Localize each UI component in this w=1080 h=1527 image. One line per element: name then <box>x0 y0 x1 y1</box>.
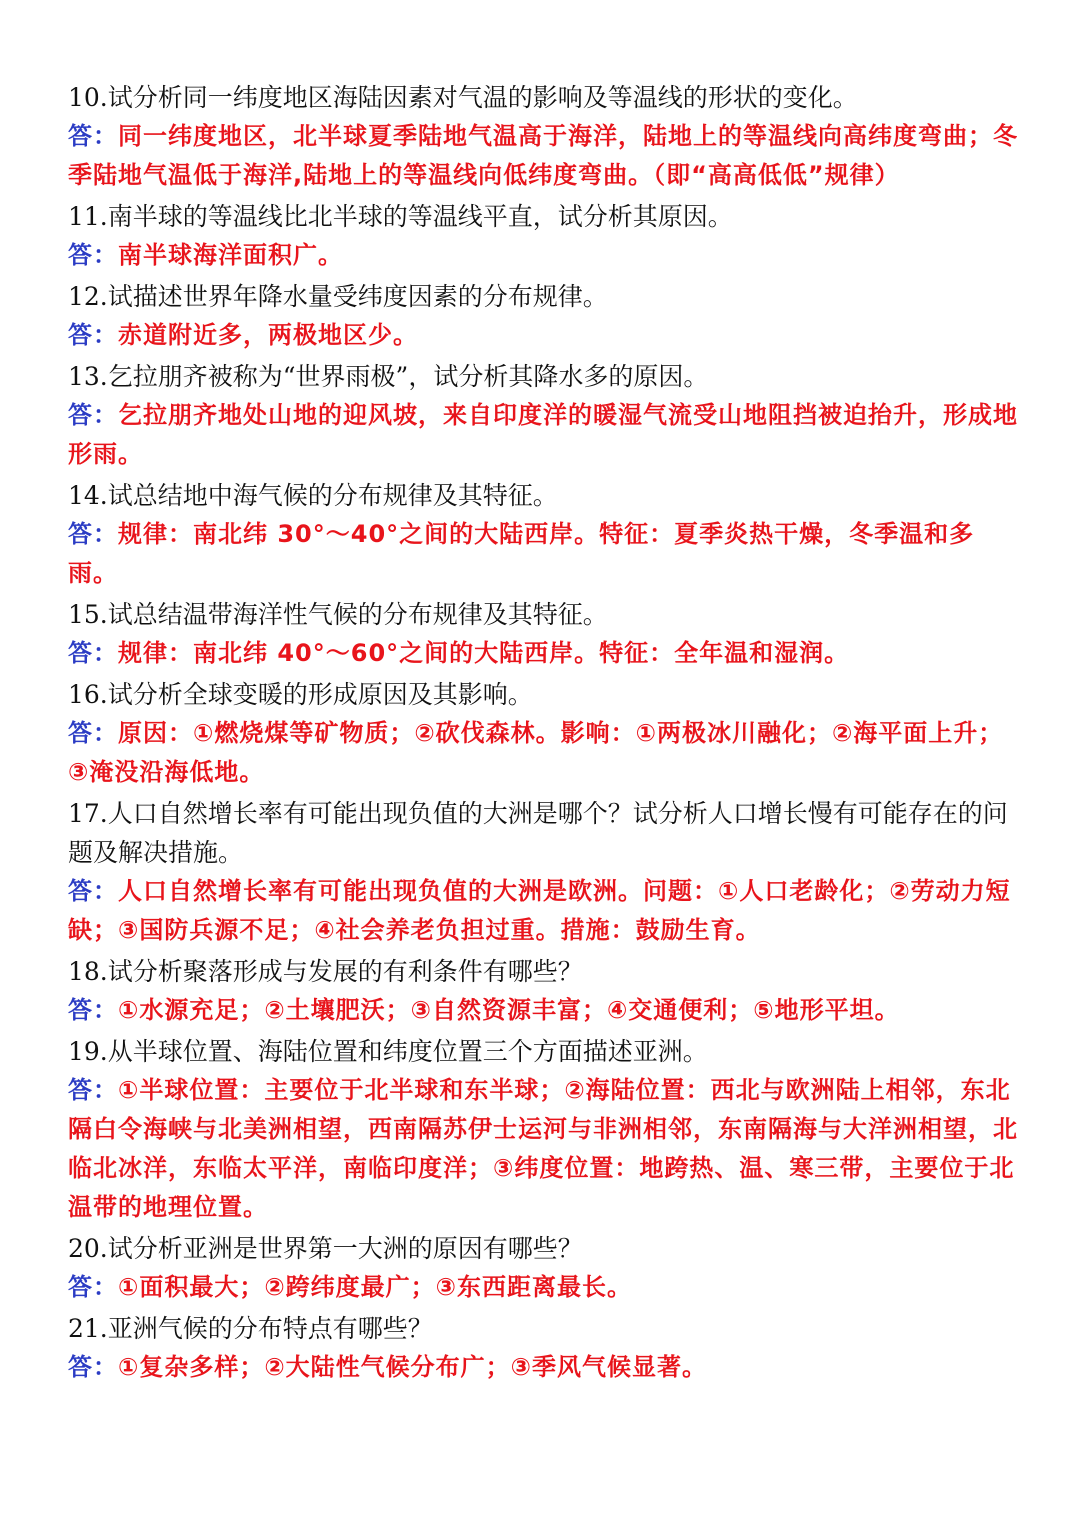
answer-text: 赤道附近多，两极地区少。 <box>118 321 418 349</box>
answer-block <box>68 872 1018 950</box>
qa-item-20 <box>68 1229 1018 1307</box>
answer-text: ①复杂多样；②大陆性气候分布广；③季风气候显著。 <box>118 1353 707 1381</box>
qa-item-16 <box>68 675 1018 792</box>
question-text: 17.人口自然增长率有可能出现负值的大洲是哪个？试分析人口增长慢有可能存在的问题及解决措施。 <box>68 799 1008 867</box>
answer-block <box>68 714 1018 792</box>
answer-label: 答： <box>68 520 118 548</box>
question-text: 12.试描述世界年降水量受纬度因素的分布规律。 <box>68 282 608 311</box>
answer-block <box>68 1071 1018 1227</box>
answer-label: 答： <box>68 241 118 269</box>
answer-text: 南半球海洋面积广。 <box>118 241 343 269</box>
answer-text: 同一纬度地区，北半球夏季陆地气温高于海洋，陆地上的等温线向高纬度弯曲；冬季陆地气温低于海洋,陆地上的等温线向低纬度弯曲。（即“高高低低”规律） <box>68 122 1018 189</box>
answer-label: 答： <box>68 1353 118 1381</box>
answer-text: 人口自然增长率有可能出现负值的大洲是欧洲。问题：①人口老龄化；②劳动力短缺；③国防兵源不足；④社会养老负担过重。措施：鼓励生育。 <box>68 877 1011 944</box>
qa-item-18 <box>68 952 1018 1030</box>
answer-label: 答： <box>68 639 118 667</box>
answer-label: 答： <box>68 719 118 747</box>
qa-item-12 <box>68 277 1018 355</box>
qa-item-21 <box>68 1309 1018 1387</box>
answer-text: 原因：①燃烧煤等矿物质；②砍伐森林。影响：①两极冰川融化；②海平面上升；③淹没沿海低地。 <box>68 719 1004 786</box>
answer-block <box>68 396 1018 474</box>
answer-block <box>68 316 1018 355</box>
qa-item-13 <box>68 357 1018 474</box>
answer-block <box>68 1348 1018 1387</box>
answer-label: 答： <box>68 996 118 1024</box>
qa-item-15 <box>68 595 1018 673</box>
question-text: 10.试分析同一纬度地区海陆因素对气温的影响及等温线的形状的变化。 <box>68 83 858 112</box>
answer-block <box>68 991 1018 1030</box>
answer-label: 答： <box>68 1273 118 1301</box>
question-text: 15.试总结温带海洋性气候的分布规律及其特征。 <box>68 600 608 629</box>
answer-label: 答： <box>68 321 118 349</box>
question-text: 19.从半球位置、海陆位置和纬度位置三个方面描述亚洲。 <box>68 1037 708 1066</box>
qa-item-17 <box>68 794 1018 950</box>
answer-text: 规律：南北纬 30°～40°之间的大陆西岸。特征：夏季炎热干燥，冬季温和多雨。 <box>68 520 975 587</box>
question-text: 11.南半球的等温线比北半球的等温线平直，试分析其原因。 <box>68 202 733 231</box>
question-text: 14.试总结地中海气候的分布规律及其特征。 <box>68 481 558 510</box>
answer-label: 答： <box>68 1076 118 1104</box>
qa-item-10 <box>68 78 1018 195</box>
question-text: 13.乞拉朋齐被称为“世界雨极”，试分析其降水多的原因。 <box>68 362 709 391</box>
answer-block <box>68 1268 1018 1307</box>
question-text: 16.试分析全球变暖的形成原因及其影响。 <box>68 680 533 709</box>
answer-block <box>68 634 1018 673</box>
answer-text: 规律：南北纬 40°～60°之间的大陆西岸。特征：全年温和湿润。 <box>118 639 850 667</box>
answer-text: ①半球位置：主要位于北半球和东半球；②海陆位置：西北与欧洲陆上相邻，东北隔白令海峡与北美洲相望，西南隔苏伊士运河与非洲相邻，东南隔海与大洋洲相望，北临北冰洋，东临太平洋，南临印度洋；③纬度位置：地跨热、温、寒三带，主要位于北温带的地理位置。 <box>68 1076 1018 1221</box>
answer-label: 答： <box>68 401 118 429</box>
answer-block <box>68 117 1018 195</box>
answer-block <box>68 515 1018 593</box>
question-text: 20.试分析亚洲是世界第一大洲的原因有哪些？ <box>68 1234 583 1263</box>
answer-text: ①水源充足；②土壤肥沃；③自然资源丰富；④交通便利；⑤地形平坦。 <box>118 996 900 1024</box>
question-text: 21.亚洲气候的分布特点有哪些？ <box>68 1314 433 1343</box>
question-text: 18.试分析聚落形成与发展的有利条件有哪些？ <box>68 957 583 986</box>
answer-text: 乞拉朋齐地处山地的迎风坡，来自印度洋的暖湿气流受山地阻挡被迫抬升，形成地形雨。 <box>68 401 1018 468</box>
qa-item-19 <box>68 1032 1018 1227</box>
answer-label: 答： <box>68 877 118 905</box>
answer-block <box>68 236 1018 275</box>
qa-list <box>68 78 1018 1389</box>
answer-text: ①面积最大；②跨纬度最广；③东西距离最长。 <box>118 1273 632 1301</box>
answer-label: 答： <box>68 122 118 150</box>
qa-item-11 <box>68 197 1018 275</box>
qa-item-14 <box>68 476 1018 593</box>
